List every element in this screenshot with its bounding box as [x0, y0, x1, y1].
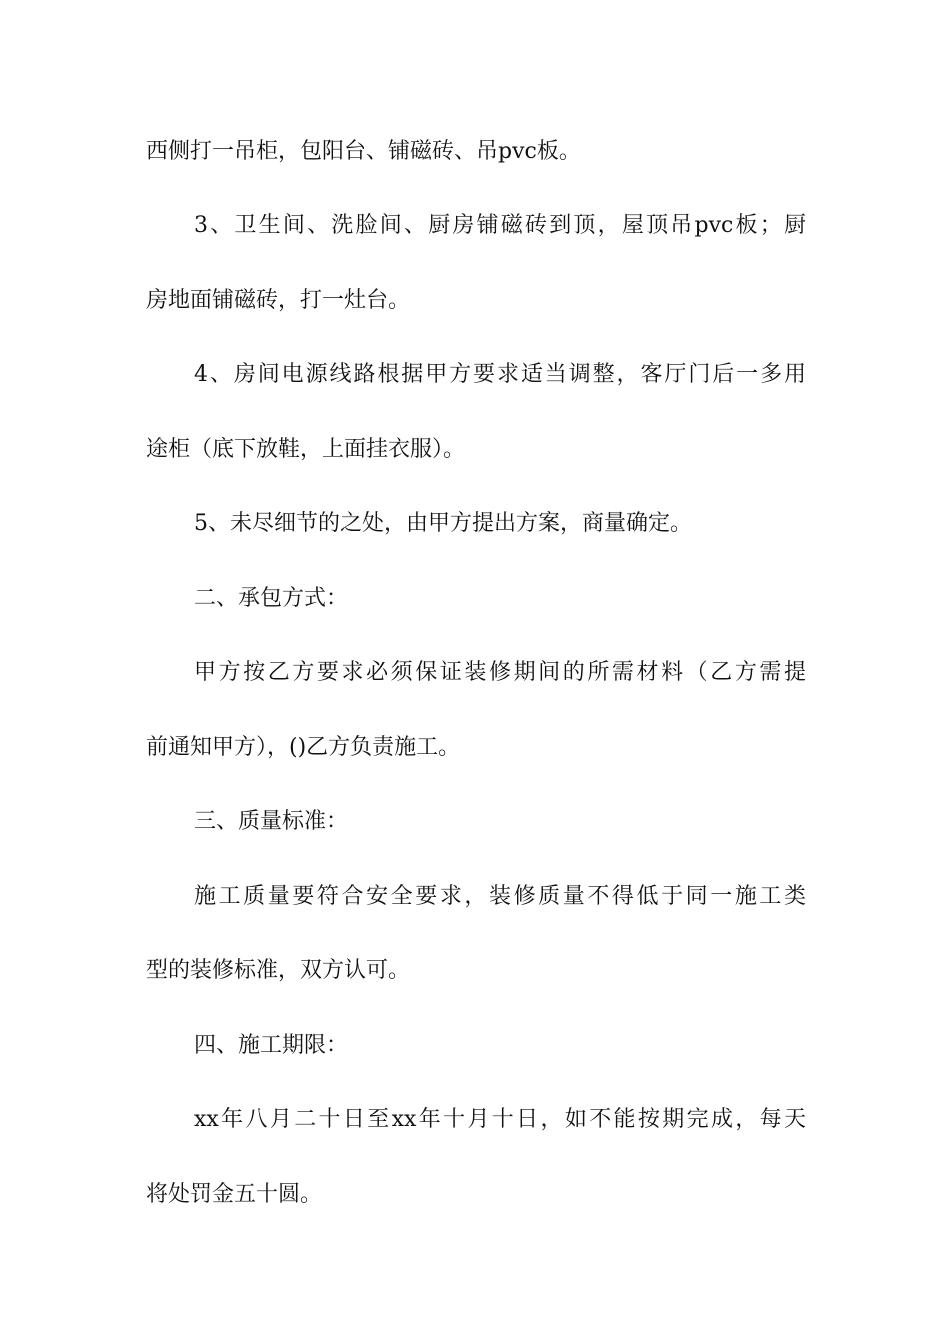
paragraph-line: 将处罚金五十圆。	[146, 1182, 323, 1207]
section-heading: 三、质量标准：	[194, 809, 349, 834]
paragraph-line: 型的装修标准，双方认可。	[146, 958, 411, 983]
paragraph-line: 前通知甲方），()乙方负责施工。	[146, 735, 461, 760]
paragraph-line: 施工质量要符合安全要求，装修质量不得低于同一施工类	[194, 884, 806, 909]
paragraph-line: 3、卫生间、洗脸间、厨房铺磁砖到顶，屋顶吊pvc板；厨	[194, 213, 806, 238]
paragraph-line: 5、未尽细节的之处，由甲方提出方案，商量确定。	[194, 511, 692, 536]
section-heading: 二、承包方式：	[194, 586, 349, 611]
paragraph-line: xx年八月二十日至xx年十月十日，如不能按期完成，每天	[194, 1107, 806, 1132]
paragraph-line: 房地面铺磁砖，打一灶台。	[146, 288, 411, 313]
paragraph-line: 途柜（底下放鞋，上面挂衣服）。	[146, 437, 466, 462]
paragraph-line: 4、房间电源线路根据甲方要求适当调整，客厅门后一多用	[194, 362, 806, 387]
paragraph-line: 西侧打一吊柜，包阳台、铺磁砖、吊pvc板。	[146, 139, 581, 164]
section-heading: 四、施工期限：	[194, 1033, 349, 1058]
paragraph-line: 甲方按乙方要求必须保证装修期间的所需材料（乙方需提	[194, 660, 806, 685]
